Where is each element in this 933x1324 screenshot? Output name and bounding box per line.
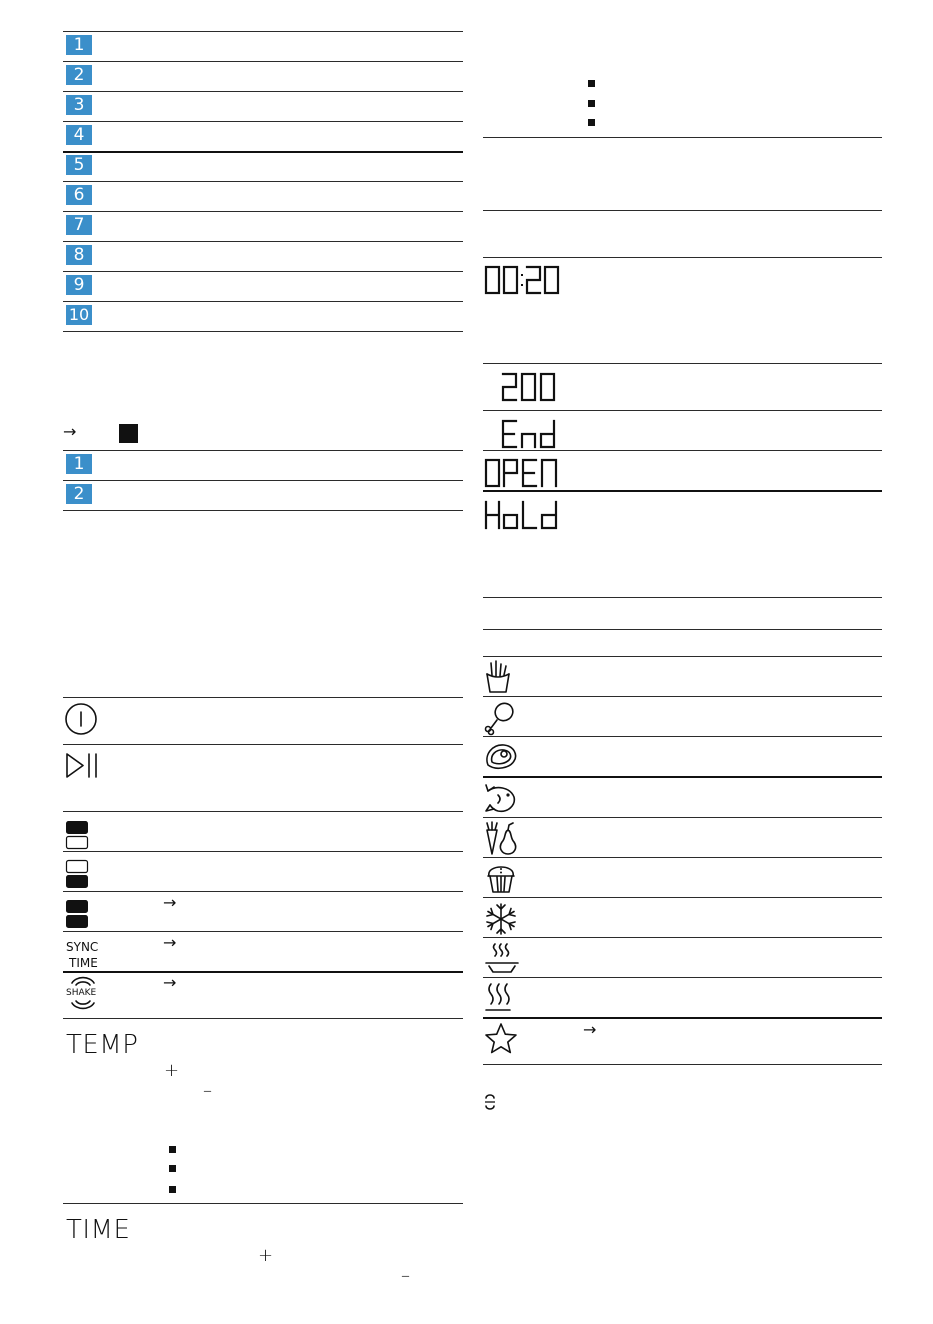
divider [483, 776, 882, 778]
muffin-icon [484, 860, 518, 894]
dehydrate-icon [484, 981, 520, 1017]
divider [483, 1017, 882, 1019]
bullet-icon [169, 1186, 176, 1193]
divider [63, 1018, 463, 1019]
divider [63, 450, 463, 451]
favourite-star-icon [484, 1022, 520, 1058]
divider [483, 629, 882, 630]
divider [63, 480, 463, 481]
divider [483, 736, 882, 737]
defrost-icon [484, 902, 518, 936]
power-icon [65, 703, 99, 737]
number-badge: 1 [66, 454, 92, 474]
divider [483, 210, 882, 211]
display-temp-readout [501, 372, 561, 404]
divider [483, 410, 882, 411]
divider [63, 971, 463, 973]
zone-bottom-icon [66, 860, 88, 888]
time-label-small: TIME [69, 956, 98, 970]
divider [483, 696, 882, 697]
bullet-icon [588, 100, 595, 107]
divider [63, 121, 463, 122]
divider [63, 241, 463, 242]
number-badge: 2 [66, 484, 92, 504]
display-open-readout [484, 458, 560, 490]
divider [483, 597, 882, 598]
arrow-icon: → [63, 422, 77, 441]
number-badge: 8 [66, 245, 92, 265]
divider [63, 301, 463, 302]
chicken-leg-icon [484, 701, 516, 735]
divider [63, 851, 463, 852]
shake-icon-small [484, 1095, 496, 1109]
plus-icon: + [258, 1245, 274, 1266]
display-hold-readout [484, 500, 560, 532]
bullet-icon [169, 1165, 176, 1172]
number-badge: 10 [66, 305, 92, 325]
number-badge: 3 [66, 95, 92, 115]
zone-top-icon [66, 821, 88, 849]
divider [483, 137, 882, 138]
divider [63, 510, 463, 511]
fish-icon [484, 781, 520, 815]
divider [63, 181, 463, 182]
divider [483, 450, 882, 451]
temp-button-label: TEMP [66, 1030, 139, 1060]
divider [63, 891, 463, 892]
divider [483, 817, 882, 818]
keep-warm-icon [484, 940, 520, 976]
divider [483, 857, 882, 858]
divider [483, 363, 882, 364]
number-badge: 6 [66, 185, 92, 205]
steak-icon [484, 741, 518, 773]
minus-icon: – [401, 1265, 410, 1286]
divider [483, 977, 882, 978]
divider [483, 490, 882, 492]
play-pause-icon [66, 752, 100, 780]
divider [63, 744, 463, 745]
arrow-icon: → [163, 933, 177, 952]
vegetables-icon [484, 820, 520, 856]
sync-label: SYNC [66, 940, 99, 954]
divider [483, 1064, 882, 1065]
arrow-icon: → [583, 1020, 597, 1039]
number-badge: 1 [66, 35, 92, 55]
divider [63, 811, 463, 812]
arrow-icon: → [163, 973, 177, 992]
display-time-readout [484, 265, 560, 297]
bullet-icon [588, 119, 595, 126]
divider [63, 697, 463, 698]
divider [63, 211, 463, 212]
divider [63, 61, 463, 62]
plus-icon: + [164, 1060, 180, 1081]
arrow-icon: → [163, 893, 177, 912]
black-square-icon [119, 424, 138, 443]
number-badge: 5 [66, 155, 92, 175]
divider [63, 1203, 463, 1204]
display-end-readout [501, 419, 561, 451]
divider [483, 937, 882, 938]
number-badge: 9 [66, 275, 92, 295]
number-badge: 7 [66, 215, 92, 235]
divider [63, 151, 463, 153]
number-badge: 4 [66, 125, 92, 145]
minus-icon: – [203, 1080, 212, 1101]
number-badge: 2 [66, 65, 92, 85]
divider [63, 931, 463, 932]
divider [63, 271, 463, 272]
fries-icon [484, 660, 514, 694]
time-button-label: TIME [66, 1215, 131, 1245]
divider [63, 331, 463, 332]
divider [483, 897, 882, 898]
divider [483, 257, 882, 258]
shake-label: SHAKE [66, 988, 97, 998]
divider [483, 656, 882, 657]
divider [63, 31, 463, 32]
divider [63, 91, 463, 92]
bullet-icon [588, 80, 595, 87]
bullet-icon [169, 1146, 176, 1153]
zone-both-icon [66, 900, 88, 928]
